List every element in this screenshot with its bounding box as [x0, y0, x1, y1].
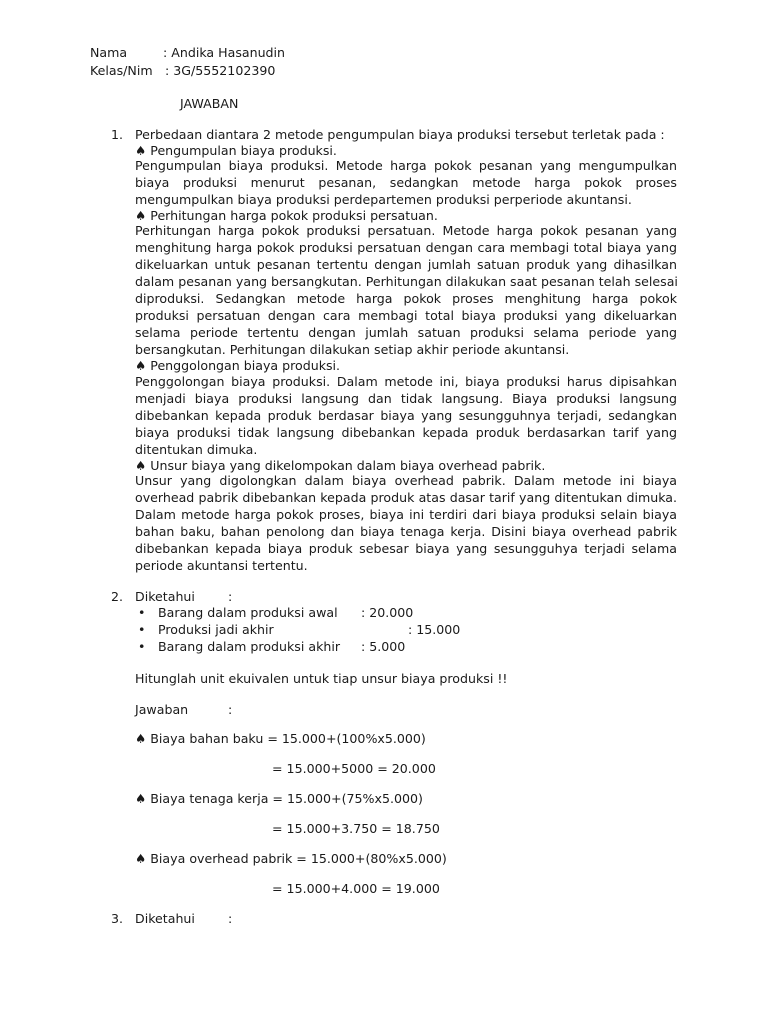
list-item-value: : 20.000	[361, 605, 414, 620]
diketahui-label: Diketahui	[135, 589, 195, 604]
section-3-colon: :	[228, 911, 233, 926]
jawaban-label: Jawaban	[135, 702, 189, 717]
section-1-line: produksi persatuan dengan cara membagi total biaya produksi yang dikeluarkan	[135, 308, 677, 323]
calc-overhead: ♠ Biaya overhead pabrik = 15.000+(80%x5.000)	[135, 851, 447, 866]
section-1-line: dalam pesanan yang bersangkutan. Perhitungan dilakukan saat pesanan telah selesai	[135, 274, 678, 289]
list-item	[0, 639, 768, 656]
calc-bahan-baku-result: = 15.000+5000 = 20.000	[272, 761, 436, 776]
list-item	[0, 605, 768, 622]
section-1-line: dibebankan kepada biaya produk sebesar biaya yang sesungguhya terjadi selama	[135, 541, 677, 556]
list-item-value: : 5.000	[361, 639, 406, 654]
section-1-line: Dalam metode harga pokok proses, biaya ini terdiri dari biaya produksi selain biaya	[135, 507, 677, 522]
class-label: Kelas/Nim	[90, 63, 153, 78]
section-3-diketahui: Diketahui	[135, 911, 195, 926]
name-label: Nama	[90, 45, 128, 60]
list-item-label: Produksi jadi akhir	[158, 622, 274, 637]
list-item-label: Barang dalam produksi awal	[158, 605, 338, 620]
section-1-line: Perhitungan harga pokok produksi persatuan. Metode harga pokok pesanan yang	[135, 223, 677, 238]
section-3-number: 3.	[111, 911, 124, 926]
section-1-line: dikeluarkan untuk pesanan tertentu dengan jumlah satuan produk yang dihasilkan	[135, 257, 677, 272]
section-1-line: overhead pabrik dibebankan kepada produk atas dasar tarif yang ditentukan dimuka.	[135, 490, 677, 505]
jawaban-colon: :	[228, 702, 233, 717]
section-1-subheading: ♠ Perhitungan harga pokok produksi persatuan.	[135, 208, 438, 223]
page-title: JAWABAN	[180, 96, 239, 111]
calc-tenaga-kerja-result: = 15.000+3.750 = 18.750	[272, 821, 440, 836]
diketahui-colon: :	[228, 589, 233, 604]
calc-tenaga-kerja: ♠ Biaya tenaga kerja = 15.000+(75%x5.000)	[135, 791, 423, 806]
section-1-line: Perbedaan diantara 2 metode pengumpulan biaya produksi tersebut terletak pada :	[135, 127, 665, 142]
section-1-subheading: ♠ Penggolongan biaya produksi.	[135, 358, 341, 373]
section-1-line: biaya produksi tidak langsung dibebankan kepada produk berdasarkan tarif yang	[135, 425, 677, 440]
calc-overhead-result: = 15.000+4.000 = 19.000	[272, 881, 440, 896]
bullet-icon: •	[138, 622, 146, 637]
section-1-subheading: ♠ Unsur biaya yang dikelompokan dalam biaya overhead pabrik.	[135, 458, 546, 473]
section-1-line: selama periode tertentu dengan jumlah satuan produksi selama periode yang	[135, 325, 677, 340]
section-1-line: diproduksi. Sedangkan metode harga pokok proses menghitung harga pokok	[135, 291, 677, 306]
calc-bahan-baku: ♠ Biaya bahan baku = 15.000+(100%x5.000)	[135, 731, 426, 746]
bullet-icon: •	[138, 605, 146, 620]
section-1-line: Penggolongan biaya produksi. Dalam metode ini, biaya produksi harus dipisahkan	[135, 374, 677, 389]
section-1-line: bahan baku, bahan penolong dan biaya tenaga kerja. Disini biaya overhead pabrik	[135, 524, 677, 539]
section-1-line: bersangkutan. Perhitungan dilakukan setiap akhir periode akuntansi.	[135, 342, 570, 357]
list-item-value: : 15.000	[408, 622, 461, 637]
list-item	[0, 622, 768, 639]
section-1-line: dibebankan kepada produk berdasar biaya yang sesungguhnya terjadi, sedangkan	[135, 408, 677, 423]
question-text: Hitunglah unit ekuivalen untuk tiap unsur biaya produksi !!	[135, 671, 508, 686]
section-1-line: menghitung harga pokok produksi persatuan dengan cara membagi total biaya yang	[135, 240, 677, 255]
section-1-line: periode akuntansi tertentu.	[135, 558, 308, 573]
list-item-label: Barang dalam produksi akhir	[158, 639, 341, 654]
section-1-subheading: ♠ Pengumpulan biaya produksi.	[135, 143, 337, 158]
class-value: : 3G/5552102390	[165, 63, 276, 78]
section-1-line: Pengumpulan biaya produksi. Metode harga pokok pesanan yang mengumpulkan	[135, 158, 677, 173]
section-1-line: menjadi biaya produksi langsung dan tidak langsung. Biaya produksi langsung	[135, 391, 677, 406]
name-value: : Andika Hasanudin	[163, 45, 286, 60]
section-1-line: Unsur yang digolongkan dalam biaya overhead pabrik. Dalam metode ini biaya	[135, 473, 677, 488]
section-1-line: mengumpulkan biaya produksi perdepartemen produksi perperiode akuntansi.	[135, 192, 632, 207]
section-1-line: ditentukan dimuka.	[135, 442, 258, 457]
section-1-number: 1.	[111, 127, 124, 142]
section-2-number: 2.	[111, 589, 124, 604]
section-1-line: biaya produksi menurut pesanan, sedangkan metode harga pokok proses	[135, 175, 677, 190]
bullet-icon: •	[138, 639, 146, 654]
